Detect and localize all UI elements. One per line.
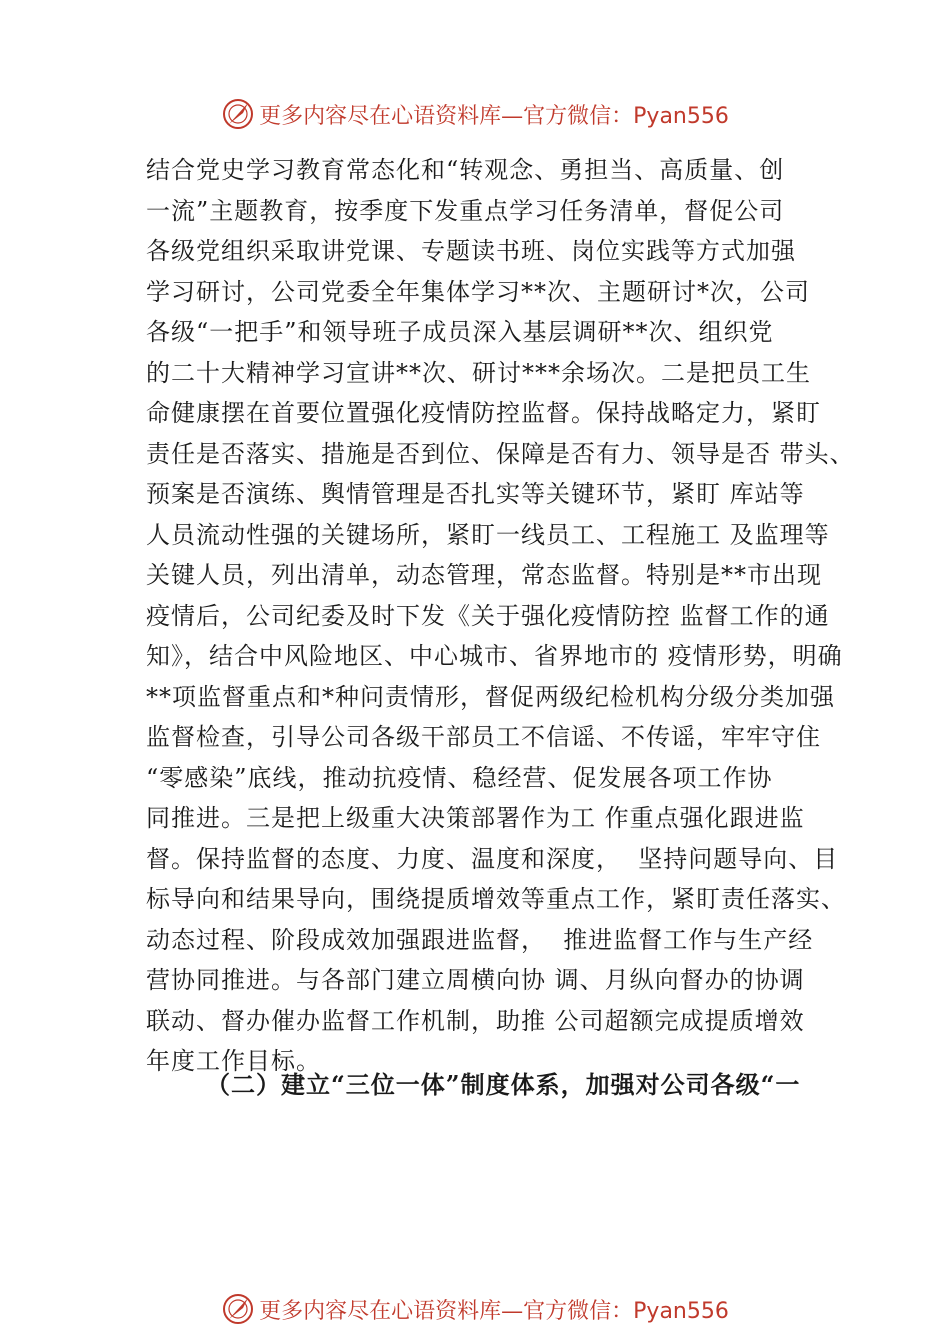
watermark-main: 更多内容尽在心语资料库 bbox=[259, 103, 502, 129]
watermark-footer bbox=[0, 1287, 950, 1331]
text-line: 命健康摆在首要位置强化疫情防控监督。保持战略定力，紧盯 bbox=[146, 399, 821, 427]
text-line: 责任是否落实、措施是否到位、保障是否有力、领导是否 带头、 bbox=[146, 439, 855, 468]
section-heading: （二）建立“三位一体”制度体系，加强对公司各级“一 bbox=[206, 1070, 801, 1099]
text-line: 关键人员，列出清单，动态管理，常态监督。特别是**市出现 bbox=[146, 561, 822, 589]
text-line: 同推进。三是把上级重大决策部署作为工 作重点强化跟进监 bbox=[146, 804, 805, 832]
quill-seal-icon bbox=[221, 97, 255, 131]
text-line: 一流”主题教育，按季度下发重点学习任务清单，督促公司 bbox=[146, 196, 785, 225]
text-line: 动态过程、阶段成效加强跟进监督， 推进监督工作与生产经 bbox=[146, 925, 814, 954]
text-line: 年度工作目标。 bbox=[146, 1047, 321, 1075]
watermark-sep: — bbox=[501, 103, 524, 129]
text-line: 学习研讨，公司党委全年集体学习**次、主题研讨*次，公司 bbox=[146, 277, 810, 306]
body-paragraph bbox=[146, 150, 855, 1082]
text-line: **项监督重点和*种问责情形，督促两级纪检机构分级分类加强 bbox=[146, 682, 835, 711]
text-line: 的二十大精神学习宣讲**次、研讨***余场次。二是把员工生 bbox=[146, 358, 811, 387]
watermark-wechat: 官方微信：Pyan556 bbox=[523, 1298, 729, 1324]
text-line: 疫情后，公司纪委及时下发《关于强化疫情防控 监督工作的通 bbox=[146, 601, 830, 630]
text-line: 各级“一把手”和领导班子成员深入基层调研**次、组织党 bbox=[146, 318, 774, 346]
quill-seal-icon bbox=[221, 1292, 255, 1326]
watermark-text bbox=[259, 1294, 729, 1325]
watermark-sep: — bbox=[501, 1298, 524, 1324]
watermark-text bbox=[259, 99, 729, 130]
text-line: 监督检查，引导公司各级干部员工不信谣、不传谣，牢牢守住 bbox=[146, 723, 821, 751]
text-line: 督。保持监督的态度、力度、温度和深度， 坚持问题导向、目 bbox=[146, 844, 839, 873]
text-line: 预案是否演练、舆情管理是否扎实等关键环节，紧盯 库站等 bbox=[146, 480, 805, 508]
text-line: 联动、督办催办监督工作机制，助推 公司超额完成提质增效 bbox=[146, 1006, 805, 1035]
text-line: “零感染”底线，推动抗疫情、稳经营、促发展各项工作协 bbox=[146, 763, 773, 792]
watermark-main: 更多内容尽在心语资料库 bbox=[259, 1298, 502, 1324]
text-line: 结合党史学习教育常态化和“转观念、勇担当、高质量、创 bbox=[146, 156, 785, 184]
text-line: 知》，结合中风险地区、中心城市、省界地市的 疫情形势，明确 bbox=[146, 642, 843, 670]
text-line: 营协同推进。与各部门建立周横向协 调、月纵向督办的协调 bbox=[146, 966, 805, 994]
watermark-header bbox=[0, 92, 950, 136]
watermark-wechat: 官方微信：Pyan556 bbox=[523, 103, 729, 129]
text-line: 标导向和结果导向，围绕提质增效等重点工作，紧盯责任落实、 bbox=[146, 885, 846, 913]
text-line: 人员流动性强的关键场所，紧盯一线员工、工程施工 及监理等 bbox=[146, 520, 830, 549]
text-line: 各级党组织采取讲党课、专题读书班、岗位实践等方式加强 bbox=[146, 237, 796, 265]
